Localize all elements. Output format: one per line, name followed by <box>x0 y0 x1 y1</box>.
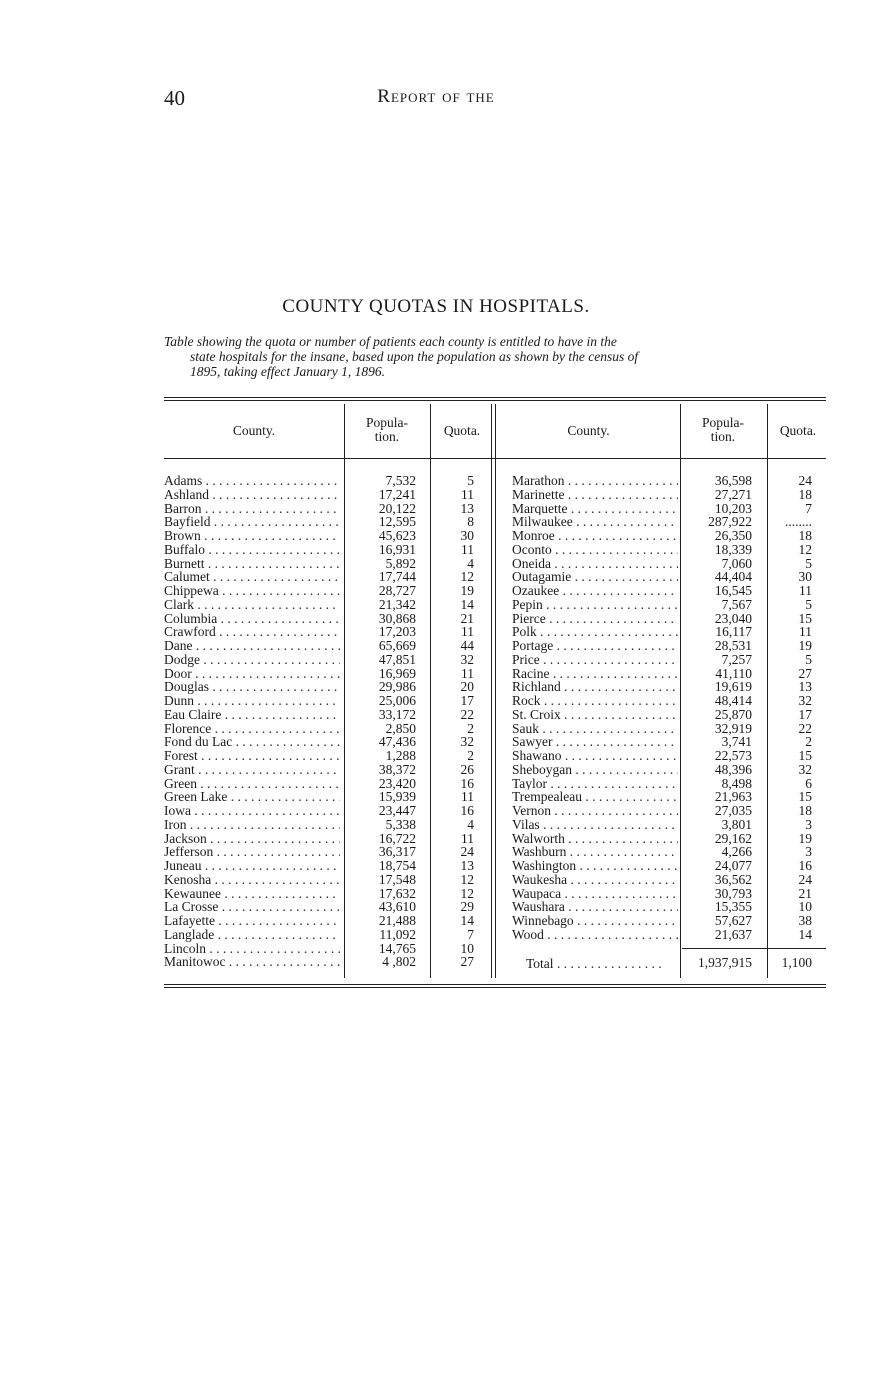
quota-value: 12 <box>460 569 474 585</box>
header-county: County. <box>567 423 610 438</box>
quota-value: 15 <box>798 789 812 805</box>
page-number: 40 <box>164 86 185 110</box>
quota-value: 5 <box>805 555 812 571</box>
population-value: 12,595 <box>378 514 416 530</box>
county-name: Monroe . . . <box>512 529 678 543</box>
population-value: 48,414 <box>714 693 752 708</box>
quota-value: 14 <box>460 596 474 612</box>
population-value: 30,793 <box>714 885 752 901</box>
quota-value: 29 <box>460 899 474 915</box>
table-bottom-rule <box>164 987 826 988</box>
population-value: 29,986 <box>378 679 416 695</box>
county-name: Marathon . . . <box>512 474 678 488</box>
quota-value: 24 <box>798 473 812 488</box>
population-value: 287,922 <box>708 514 752 530</box>
population-value: 23,420 <box>378 775 416 791</box>
running-head: Report of the <box>377 86 495 107</box>
county-name: Calumet . . . <box>164 570 340 584</box>
county-name: Pierce . . . <box>512 612 678 626</box>
header-county: County. <box>232 423 276 438</box>
quota-value: 14 <box>798 926 812 942</box>
county-name: Vilas . . . <box>512 818 678 832</box>
population-value: 29,162 <box>714 830 752 846</box>
county-name: Bayfield . . . <box>164 515 340 529</box>
quota-value: 2 <box>467 748 474 763</box>
quota-value: 10 <box>460 940 474 956</box>
header-population: Popula- tion. <box>366 415 408 444</box>
county-name: Jackson . . . <box>164 832 340 846</box>
county-name: Lincoln . . . <box>164 942 340 956</box>
county-name: Sheboygan . . . <box>512 763 678 777</box>
quota-value: 3 <box>805 844 812 860</box>
population-value: 45,623 <box>378 528 416 543</box>
population-value: 44,404 <box>714 569 752 585</box>
county-name: Buffalo . . . <box>164 543 340 557</box>
county-name: Vernon . . . <box>512 804 678 818</box>
county-name: Portage . . . <box>512 639 678 653</box>
population-value: 33,172 <box>378 706 416 722</box>
population-value: 11,092 <box>379 926 416 942</box>
county-name: Dunn . . . <box>164 694 340 708</box>
county-name: Clark . . . <box>164 598 340 612</box>
county-name: Eau Claire . . . <box>164 708 340 722</box>
county-name: Washburn . . . <box>512 845 678 859</box>
column-divider <box>767 404 768 978</box>
table-top-rule <box>164 397 826 398</box>
total-quota: 1,100 <box>781 955 812 970</box>
quota-value: 5 <box>805 596 812 612</box>
population-value: 22,573 <box>714 748 752 763</box>
county-name: Washington . . . <box>512 859 678 873</box>
population-value: 16,969 <box>378 665 416 681</box>
quota-value: 4 <box>467 555 474 571</box>
population-value: 3,801 <box>721 816 752 832</box>
column-divider <box>344 404 345 978</box>
quota-value: 7 <box>467 926 474 942</box>
population-value: 8,498 <box>721 775 752 791</box>
population-value: 18,339 <box>714 541 752 557</box>
quota-value: 11 <box>461 830 474 846</box>
population-value: 41,110 <box>715 665 752 681</box>
population-value: 18,754 <box>378 858 416 873</box>
page-title: COUNTY QUOTAS IN HOSPITALS. <box>282 296 590 317</box>
quota-value: 19 <box>460 583 474 598</box>
table-bottom-rule <box>164 984 826 985</box>
header-quota: Quota. <box>779 423 817 438</box>
quota-value: 24 <box>798 871 812 887</box>
county-name: Wood . . . <box>512 928 678 942</box>
population-value: 32,919 <box>714 720 752 736</box>
quota-value: 10 <box>798 899 812 915</box>
quota-value: 14 <box>460 913 474 928</box>
quota-value: 38 <box>798 913 812 928</box>
population-value: 17,241 <box>378 486 416 502</box>
quota-value: 12 <box>460 885 474 901</box>
population-value: 4 ,802 <box>382 954 416 970</box>
total-label: Total . . . . . . . . . . . . . . . . <box>526 956 662 971</box>
header-quota: Quota. <box>443 423 481 438</box>
county-name: Douglas . . . <box>164 680 340 694</box>
population-value: 20,122 <box>378 500 416 516</box>
quota-value: 19 <box>798 830 812 846</box>
county-name: Polk . . . <box>512 625 678 639</box>
table-caption <box>164 334 826 379</box>
total-population: 1,937,915 <box>698 955 752 970</box>
caption-line: state hospitals for the insane, based upon the population as shown by the census of <box>190 349 639 364</box>
quota-value: 18 <box>798 803 812 818</box>
population-value: 17,632 <box>378 885 416 901</box>
population-value: 3,741 <box>721 734 752 750</box>
county-name: Jefferson . . . <box>164 845 340 859</box>
population-value: 30,868 <box>378 610 416 626</box>
county-name: Waushara . . . <box>512 900 678 914</box>
county-name: La Crosse . . . <box>164 900 340 914</box>
population-value: 21,342 <box>378 596 416 612</box>
column-divider <box>495 404 496 978</box>
quota-value: 18 <box>798 486 812 502</box>
county-name: Crawford . . . <box>164 625 340 639</box>
population-value: 15,355 <box>714 899 752 915</box>
population-value: 57,627 <box>714 913 752 928</box>
population-value: 21,637 <box>714 926 752 942</box>
quota-value: 11 <box>799 583 812 598</box>
total-rule <box>682 948 826 949</box>
county-name: Trempealeau . . . <box>512 790 678 804</box>
population-value: 21,963 <box>714 789 752 805</box>
quota-value: 12 <box>798 541 812 557</box>
county-name: Milwaukee . . . <box>512 515 678 529</box>
county-name: Florence . . . <box>164 722 340 736</box>
population-value: 38,372 <box>378 761 416 777</box>
county-name: Pepin . . . <box>512 598 678 612</box>
population-value: 27,271 <box>714 486 752 502</box>
population-value: 28,727 <box>378 583 416 598</box>
population-value: 16,545 <box>714 583 752 598</box>
population-value: 65,669 <box>378 638 416 653</box>
quota-value: 11 <box>461 541 474 557</box>
population-value: 27,035 <box>714 803 752 818</box>
population-value: 5,892 <box>385 555 416 571</box>
quota-value: 22 <box>460 706 474 722</box>
quota-value: 30 <box>460 528 474 543</box>
county-name: Chippewa . . . <box>164 584 340 598</box>
county-name: Winnebago . . . <box>512 914 678 928</box>
quota-value: 11 <box>461 665 474 681</box>
county-name: Forest . . . <box>164 749 340 763</box>
county-name: Door . . . <box>164 667 340 681</box>
population-value: 36,317 <box>378 844 416 860</box>
population-value: 15,939 <box>378 789 416 805</box>
population-value: 23,447 <box>378 803 416 818</box>
quota-value: 27 <box>460 954 474 970</box>
population-value: 23,040 <box>714 610 752 626</box>
population-value: 36,562 <box>714 871 752 887</box>
population-value: 48,396 <box>714 761 752 777</box>
population-value: 43,610 <box>378 899 416 915</box>
county-name: Marquette . . . <box>512 502 678 516</box>
population-value: 16,931 <box>378 541 416 557</box>
county-name: Richland . . . <box>512 680 678 694</box>
quota-value: 21 <box>798 885 812 901</box>
population-value: 21,488 <box>378 913 416 928</box>
county-name: Iron . . . <box>164 818 340 832</box>
quota-value: 26 <box>460 761 474 777</box>
quota-value: 15 <box>798 610 812 626</box>
county-name: Dodge . . . <box>164 653 340 667</box>
county-name: Oneida . . . <box>512 557 678 571</box>
population-value: 14,765 <box>378 940 416 956</box>
county-name: Columbia . . . <box>164 612 340 626</box>
population-value: 7,567 <box>721 596 752 612</box>
quota-value: 4 <box>467 816 474 832</box>
quota-value: 32 <box>798 693 812 708</box>
county-name: Dane . . . <box>164 639 340 653</box>
county-name: Adams . . . <box>164 474 340 488</box>
county-name: St. Croix . . . <box>512 708 678 722</box>
quota-value: 32 <box>798 761 812 777</box>
population-value: 7,532 <box>385 473 416 488</box>
quota-value: 17 <box>460 693 474 708</box>
county-name: Sauk . . . <box>512 722 678 736</box>
population-value: 47,436 <box>378 734 416 750</box>
population-value: 47,851 <box>378 651 416 667</box>
county-name: Iowa . . . <box>164 804 340 818</box>
county-name: Barron . . . <box>164 502 340 516</box>
quota-value: 20 <box>460 679 474 695</box>
population-value: 25,870 <box>714 706 752 722</box>
quota-value: 19 <box>798 638 812 653</box>
county-name: Fond du Lac . . . <box>164 735 340 749</box>
county-name: Price . . . <box>512 653 678 667</box>
quota-value: 7 <box>805 500 812 516</box>
caption-line: 1895, taking effect January 1, 1896. <box>190 364 385 379</box>
population-value: 25,006 <box>378 693 416 708</box>
column-divider <box>491 404 492 978</box>
population-value: 28,531 <box>714 638 752 653</box>
county-name: Racine . . . <box>512 667 678 681</box>
population-value: 7,060 <box>721 555 752 571</box>
column-divider <box>680 404 681 978</box>
quota-value: 16 <box>460 775 474 791</box>
caption-line: Table showing the quota or number of patients each county is entitled to have in the <box>164 334 617 349</box>
county-name: Juneau . . . <box>164 859 340 873</box>
population-value: 16,722 <box>378 830 416 846</box>
county-name: Ashland . . . <box>164 488 340 502</box>
county-name: Grant . . . <box>164 763 340 777</box>
quota-value: 12 <box>460 871 474 887</box>
quota-value: 13 <box>460 858 474 873</box>
county-name: Waupaca . . . <box>512 887 678 901</box>
quota-value: 3 <box>805 816 812 832</box>
population-value: 5,338 <box>385 816 416 832</box>
quota-value: 6 <box>805 775 812 791</box>
population-value: 1,288 <box>385 748 416 763</box>
population-value: 17,744 <box>378 569 416 585</box>
county-name: Green . . . <box>164 777 340 791</box>
quota-value: 13 <box>460 500 474 516</box>
quota-value: 32 <box>460 734 474 750</box>
quota-value: 27 <box>798 665 812 681</box>
column-divider <box>430 404 431 978</box>
county-name: Kenosha . . . <box>164 873 340 887</box>
quota-value: 32 <box>460 651 474 667</box>
population-value: 10,203 <box>714 500 752 516</box>
quota-value: 2 <box>805 734 812 750</box>
quota-value: 5 <box>467 473 474 488</box>
county-name: Outagamie . . . <box>512 570 678 584</box>
header-population: Popula- tion. <box>702 415 744 444</box>
quota-value: 30 <box>798 569 812 585</box>
population-value: 19,619 <box>714 679 752 695</box>
population-value: 4,266 <box>721 844 752 860</box>
quota-value: 11 <box>461 789 474 805</box>
quota-value: 21 <box>460 610 474 626</box>
county-name: Rock . . . <box>512 694 678 708</box>
population-value: 24,077 <box>714 858 752 873</box>
quota-value: 24 <box>460 844 474 860</box>
county-name: Manitowoc . . . <box>164 955 340 969</box>
county-name: Kewaunee . . . <box>164 887 340 901</box>
quota-value: 11 <box>461 486 474 502</box>
county-name: Waukesha . . . <box>512 873 678 887</box>
population-value: 2,850 <box>385 720 416 736</box>
population-value: 16,117 <box>715 624 752 640</box>
county-name: Lafayette . . . <box>164 914 340 928</box>
quota-value: 13 <box>798 679 812 695</box>
population-value: 17,548 <box>378 871 416 887</box>
quota-value: 16 <box>798 858 812 873</box>
county-name: Walworth . . . <box>512 832 678 846</box>
county-name: Green Lake . . . <box>164 790 340 804</box>
population-value: 7,257 <box>721 651 752 667</box>
quota-value: 8 <box>467 514 474 530</box>
county-name: Sawyer . . . <box>512 735 678 749</box>
table-top-rule <box>164 400 826 401</box>
county-name: Brown . . . <box>164 529 340 543</box>
county-name: Burnett . . . <box>164 557 340 571</box>
quota-value: 22 <box>798 720 812 736</box>
county-name: Taylor . . . <box>512 777 678 791</box>
county-name: Marinette . . . <box>512 488 678 502</box>
population-value: 17,203 <box>378 624 416 640</box>
quota-value: 11 <box>461 624 474 640</box>
population-value: 26,350 <box>714 528 752 543</box>
county-name: Langlade . . . <box>164 928 340 942</box>
quota-value: 5 <box>805 651 812 667</box>
quota-value: 18 <box>798 528 812 543</box>
county-name: Ozaukee . . . <box>512 584 678 598</box>
county-name: Shawano . . . <box>512 749 678 763</box>
county-name: Oconto . . . <box>512 543 678 557</box>
quota-value: 17 <box>798 706 812 722</box>
quota-value: 16 <box>460 803 474 818</box>
quota-value: 44 <box>460 638 474 653</box>
quota-value: 15 <box>798 748 812 763</box>
population-value: 36,598 <box>714 473 752 488</box>
quota-value: 11 <box>799 624 812 640</box>
quota-value: ........ <box>785 514 812 530</box>
quota-value: 2 <box>467 720 474 736</box>
